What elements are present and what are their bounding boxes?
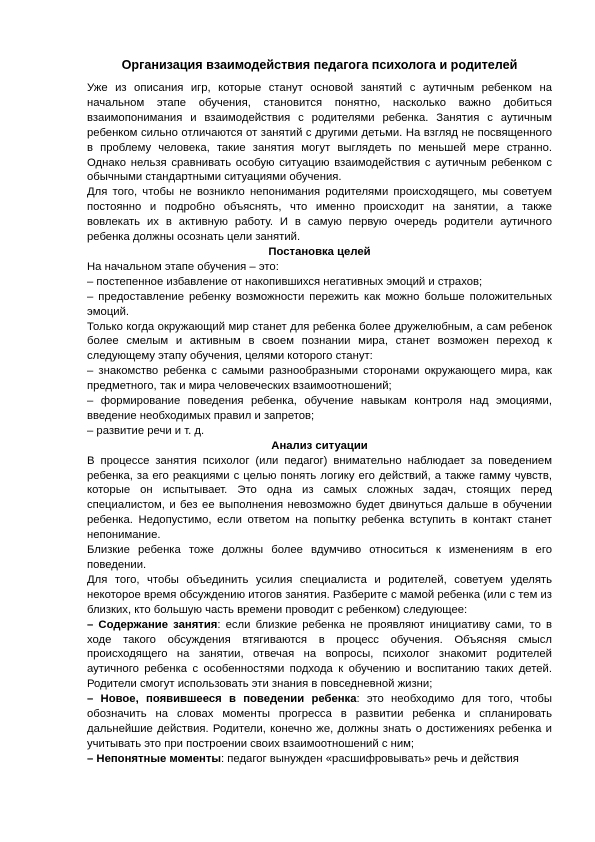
analysis-bullet-unclear-moments bbox=[87, 752, 552, 767]
goals-next-item-1: – знакомство ребенка с самыми разнообразными сторонами окружающего мира, как предметного, так и мира человеческих взаимоотношений; bbox=[87, 365, 552, 393]
goals-paragraph: Только когда окружающий мир станет для ребенка более дружелюбным, а сам ребенок более смелым и активным в своем познании мира, станет возможен переход к следующему этапу обучения, целями которого станут: bbox=[87, 320, 552, 363]
goals-next-item-3: – развитие речи и т. д. bbox=[87, 424, 205, 437]
analysis-paragraph-1: В процессе занятия психолог (или педагог) внимательно наблюдает за поведением ребенка, за его реакциями с целью понять логику его действий, а также гамму чувств, которые он испытывает. Это одна из самых сложных задач, стоящих перед специалистом, и без ее выполнения невозможно будет двинуться дальше в обучении ребенка. Недопустимо, если ответом на попытку ребенка вступить в контакт станет непонимание. bbox=[87, 454, 552, 542]
bullet-text-content: : если близкие ребенка не проявляют инициативу сами, то в ходе такого обсуждения втягиваются в процесс обучения. Объясняя смысл происходящего на занятии, отвечая на вопросы, психолог знакомит родителей аутичного ребенка с особенностями подхода к обучению и воспитанию таких детей. Родители смогут использовать эти знания в повседневной жизни; bbox=[87, 618, 552, 691]
document-title: Организация взаимодействия педагога психолога и родителей bbox=[121, 58, 518, 72]
goals-next-item-2: – формирование поведения ребенка, обучение навыкам контроля над эмоциями, введение необходимых правил и запретов; bbox=[87, 395, 552, 422]
bullet-text-new-behavior: : это необходимо для того, чтобы обозначить на словах моменты прогресса в развитии ребенка и спланировать дальнейшие действия. Родители, конечно же, должны знать о достижениях ребенка и учитывать это при построении своих взаимоотношений с ним; bbox=[87, 693, 552, 750]
goals-heading: Постановка целей bbox=[268, 245, 371, 258]
bullet-label-content: – Содержание занятия bbox=[87, 618, 218, 631]
bullet-label-unclear-moments: – Непонятные моменты bbox=[87, 752, 222, 765]
goals-item-1: – постепенное избавление от накопившихся негативных эмоций и страхов; bbox=[87, 275, 483, 288]
intro-paragraph-1: Уже из описания игр, которые станут основой занятий с аутичным ребенком на начальном этапе обучения, становится понятно, насколько важно добиться взаимопонимания и взаимодействия с родителями ребенка. Занятия с аутичным ребенком сильно отличаются от занятий с другими детьми. На взгляд не посвященного в проблему человека, такие занятия могут выглядеть по меньшей мере странно. Однако нельзя сравнивать особую ситуацию взаимодействия с аутичным ребенком с обычными стандартными ситуациями обучения. bbox=[87, 82, 552, 184]
document-page bbox=[87, 57, 552, 767]
bullet-text-unclear-moments: : педагог вынужден «расшифровывать» речь и действия bbox=[221, 752, 519, 765]
goals-lead: На начальном этапе обучения – это: bbox=[87, 260, 279, 273]
goals-item-2: – предоставление ребенку возможности пережить как можно больше положительных эмоций. bbox=[87, 290, 552, 318]
analysis-heading: Анализ ситуации bbox=[271, 439, 368, 452]
intro-paragraph-2: Для того, чтобы не возникло непонимания родителями происходящего, мы советуем постоянно и подробно объяснять, что именно происходит на занятии, а также вовлекать их в активную работу. И в самую первую очередь родители аутичного ребенка должны осознать цели занятий. bbox=[87, 186, 552, 244]
analysis-paragraph-3: Для того, чтобы объединить усилия специалиста и родителей, советуем уделять некоторое время обсуждению итогов занятия. Разберите с мамой ребенка (или с тем из близких, кто большую часть времени проводит с ребенком) следующее: bbox=[87, 573, 552, 616]
bullet-label-new-behavior: – Новое, появившееся в поведении ребенка bbox=[87, 693, 357, 706]
analysis-bullet-content bbox=[87, 618, 552, 693]
analysis-paragraph-2: Близкие ребенка тоже должны более вдумчиво относиться к изменениям в его поведении. bbox=[87, 544, 552, 571]
analysis-bullet-new-behavior bbox=[87, 692, 552, 752]
